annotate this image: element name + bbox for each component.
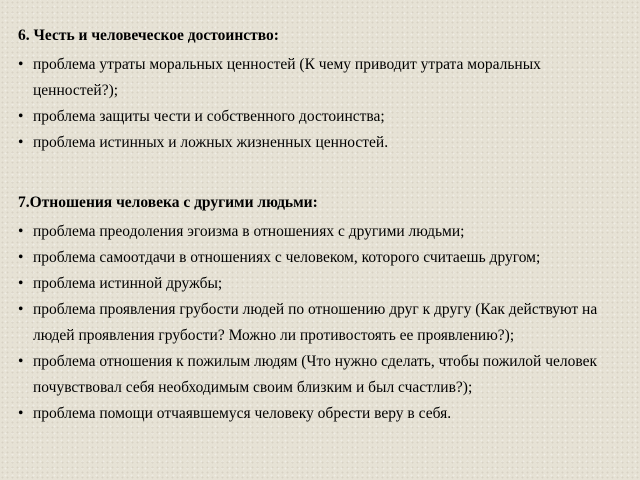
section-heading: 7.Отношения человека с другими людьми: bbox=[18, 194, 318, 211]
list-item: • проблема защиты чести и собственного достоинства; bbox=[18, 104, 622, 130]
list-item: • проблема истинных и ложных жизненных ценностей. bbox=[18, 130, 622, 156]
list-item: • проблема проявления грубости людей по отношению друг к другу (Как действуют на людей проявления грубости? Можно ли противостоять ее проявлению?); bbox=[18, 297, 622, 349]
list-item: • проблема помощи отчаявшемуся человеку обрести веру в себя. bbox=[18, 401, 622, 427]
section-relationships bbox=[18, 193, 622, 427]
list-item: • проблема преодоления эгоизма в отношениях с другими людьми; bbox=[18, 219, 622, 245]
list-item: • проблема истинной дружбы; bbox=[18, 271, 622, 297]
list-item: • проблема самоотдачи в отношениях с человеком, которого считаешь другом; bbox=[18, 245, 622, 271]
bullet-list bbox=[18, 52, 622, 156]
section-heading: 6. Честь и человеческое достоинство: bbox=[18, 27, 279, 44]
bullet-list bbox=[18, 219, 622, 427]
list-item: • проблема утраты моральных ценностей (К чему приводит утрата моральных ценностей?); bbox=[18, 52, 622, 104]
list-item: • проблема отношения к пожилым людям (Что нужно сделать, чтобы пожилой человек почувствовал себя необходимым своим близким и был счастлив?); bbox=[18, 349, 622, 401]
section-honor-dignity bbox=[18, 26, 622, 156]
